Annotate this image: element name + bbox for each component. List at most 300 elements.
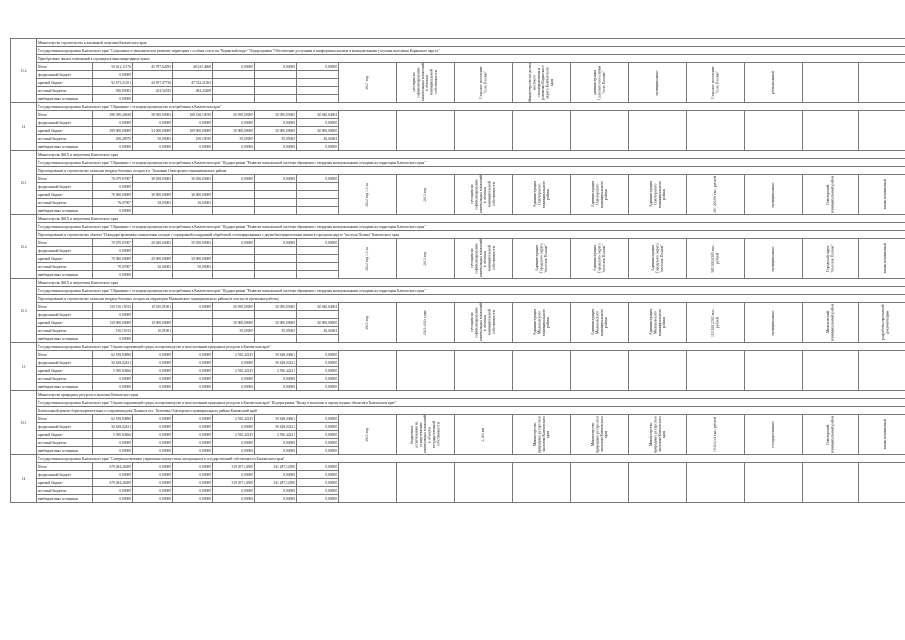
amount-cell: 296 390,20638: [93, 111, 133, 119]
amount-cell: 341 287,12500: [255, 463, 297, 471]
attribute-cell: [513, 463, 571, 503]
attribute-cell: [513, 63, 571, 103]
table-row: [11, 63, 905, 71]
attribute-cell: [745, 63, 803, 103]
amount-cell: 0,00000: [133, 423, 173, 431]
amount-cell: 0,00000: [297, 239, 339, 247]
table-row: [11, 239, 905, 247]
ministry-title: Министерство ЖКХ и энергетики Камчатского края: [37, 151, 905, 159]
amount-cell: 48 225,4668: [173, 63, 213, 71]
amount-cell: 0,00000: [297, 351, 339, 359]
funding-source-label: внебюджетные источники: [37, 271, 93, 279]
attribute-cell: [629, 463, 687, 503]
funding-source-label: внебюджетные источники: [37, 143, 93, 151]
amount-cell: 482,23408: [173, 87, 213, 95]
program-title: Государственная программа Камчатского края "Обращение с отходами производства и потребления в Камчатском крае" Подпрограмма "Развитие комплексной системы обращения с твердыми коммунальными отходами на территории Камчатского края": [37, 159, 905, 167]
amount-cell: 0,00000: [255, 495, 297, 503]
amount-cell: 76 079,07007: [93, 175, 133, 183]
amount-cell: 50,05005: [213, 135, 255, 143]
amount-cell: 0,00000: [133, 471, 173, 479]
amount-cell: [255, 95, 297, 103]
funding-source-label: федеральный бюджет: [37, 119, 93, 127]
amount-cell: [173, 327, 213, 335]
amount-cell: 0,00000: [133, 383, 173, 391]
amount-cell: [297, 255, 339, 263]
attribute-cell: [455, 175, 513, 215]
attribute-text: государственное: [771, 421, 776, 448]
amount-cell: [173, 247, 213, 255]
amount-cell: 0,00000: [255, 63, 297, 71]
amount-cell: 0,00000: [213, 439, 255, 447]
amount-cell: 0,00000: [297, 119, 339, 127]
attribute-cell: [339, 303, 397, 343]
attribute-text: Мильковский муниципальный район: [826, 304, 835, 341]
amount-cell: [297, 79, 339, 87]
amount-cell: 0,00000: [93, 375, 133, 383]
ministry-title-row: [11, 215, 905, 223]
funding-source-label: местный бюджеты: [37, 375, 93, 383]
amount-cell: [173, 271, 213, 279]
funding-source-label: краевой бюджет: [37, 127, 93, 135]
amount-cell: [213, 311, 255, 319]
attribute-cell: [455, 415, 513, 455]
attribute-cell: [687, 415, 745, 455]
amount-cell: [297, 95, 339, 103]
amount-cell: 150,15015: [93, 327, 133, 335]
amount-cell: 0,00000: [297, 375, 339, 383]
amount-cell: 36,03003: [173, 199, 213, 207]
attribute-text: 110 200,2202 тыс. рублей: [711, 308, 720, 337]
funding-source-label: местный бюджеты: [37, 487, 93, 495]
amount-cell: 50 000,00000: [213, 319, 255, 327]
section-number: 13: [11, 343, 37, 391]
amount-cell: 0,00000: [297, 495, 339, 503]
attribute-text: муниципальное: [655, 69, 660, 96]
amount-cell: 58 050,05005: [133, 111, 173, 119]
amount-cell: [255, 311, 297, 319]
attribute-text: Администрация Олюторского муниципального района: [532, 180, 550, 209]
amount-cell: [173, 71, 213, 79]
amount-cell: 0,00000: [173, 119, 213, 127]
amount-cell: 2 910,42235: [213, 351, 255, 359]
attribute-cell: [513, 303, 571, 343]
funding-source-label: внебюджетные источники: [37, 207, 93, 215]
funding-source-label: Итого: [37, 111, 93, 119]
amount-cell: 40 000,00000: [297, 127, 339, 135]
amount-cell: 10 010,01001: [133, 303, 173, 311]
amount-cell: 109 000,00000: [173, 127, 213, 135]
amount-cell: [297, 271, 339, 279]
funding-source-label: краевой бюджет: [37, 431, 93, 439]
amount-cell: 0,00000: [133, 367, 173, 375]
amount-cell: [255, 191, 297, 199]
attribute-cell: [339, 63, 397, 103]
section-number: 12.3: [11, 279, 37, 343]
attribute-cell: [397, 239, 455, 279]
attribute-cell: [339, 463, 397, 503]
amount-cell: [255, 71, 297, 79]
amount-cell: [213, 199, 255, 207]
attribute-text: Администрация Олюторского муниципального района: [648, 180, 666, 209]
amount-cell: 40,04004: [297, 327, 339, 335]
amount-cell: [213, 191, 255, 199]
attribute-text: Министерство природных ресурсов и экологии Камчатского края: [590, 416, 608, 453]
amount-cell: 679 484,26500: [93, 463, 133, 471]
measure-title: Капитальный ремонт берегоукрепительного сооружения реки Палана в пос. Тиличики Олюторского муниципального района Камчатский край: [37, 407, 905, 415]
amount-cell: 2 910,42235: [213, 367, 255, 375]
amount-cell: [297, 263, 339, 271]
measure-title: Проектирование и строительство полигона твердых бытовых отходов на территории Мильковского муниципального района (в том числе проектные работы): [37, 295, 905, 303]
funding-source-label: местный бюджеты: [37, 263, 93, 271]
program-title: Государственная программа Камчатского края "Охрана окружающей среды, воспроизводство и использование природных ресурсов в Камчатском крае" Подпрограмма "Вклад в экологию и охрану водных объектов в Камчатском крае": [37, 399, 905, 407]
attribute-cell: [455, 351, 513, 391]
amount-cell: 0,00000: [93, 495, 133, 503]
attribute-cell: [687, 111, 745, 151]
attribute-cell: [859, 63, 905, 103]
attribute-cell: [339, 415, 397, 455]
amount-cell: 0,00000: [297, 367, 339, 375]
funding-source-label: Итого: [37, 239, 93, 247]
amount-cell: [297, 199, 339, 207]
attribute-cell: [397, 463, 455, 503]
amount-cell: 0,00000: [255, 239, 297, 247]
amount-cell: 0,00000: [297, 175, 339, 183]
attribute-text: Министерство природных ресурсов и экологии Камчатского края: [532, 416, 550, 453]
amount-cell: 0,00000: [173, 367, 213, 375]
amount-cell: 0,00000: [173, 463, 213, 471]
table-row: [11, 415, 905, 423]
attribute-cell: [803, 351, 859, 391]
amount-cell: [133, 71, 173, 79]
amount-cell: [255, 271, 297, 279]
program-title: Государственная программа Камчатского края "Социальное и экономическое развитие территории с особым статусом "Корякский округ" Подпрограмма "Обеспечение доступным и комфортным жильем и коммунальными услугами населения Корякского округа": [37, 47, 905, 55]
amount-cell: [213, 71, 255, 79]
amount-cell: [213, 79, 255, 87]
amount-cell: 319 297,14500: [213, 463, 255, 471]
attribute-cell: [803, 303, 859, 343]
amount-cell: 0,00000: [133, 487, 173, 495]
attribute-cell: [397, 63, 455, 103]
measure-title-row: [11, 167, 905, 175]
amount-cell: 0,00000: [133, 359, 173, 367]
attribute-cell: [803, 463, 859, 503]
ministry-title: Министерство строительства и жилищной политики Камчатского края: [37, 39, 905, 47]
amount-cell: 50 000,00000: [255, 127, 297, 135]
amount-cell: 0,00000: [133, 375, 173, 383]
attribute-cell: [455, 303, 513, 343]
amount-cell: 62 558,84896: [93, 415, 133, 423]
attribute-cell: [571, 415, 629, 455]
amount-cell: 0,00000: [213, 447, 255, 455]
amount-cell: 0,00000: [297, 359, 339, 367]
amount-cell: 0,00000: [133, 447, 173, 455]
ministry-title-row: [11, 279, 905, 287]
amount-cell: 54 000,00000: [133, 127, 173, 135]
funding-source-label: федеральный бюджет: [37, 471, 93, 479]
program-title: Государственная программа Камчатского края "Охрана окружающей среды, воспроизводство и использование природных ресурсов в Камчатском крае": [37, 343, 905, 351]
attribute-text: Министерство природных ресурсов и экологии Камчатского края: [648, 416, 666, 453]
funding-source-label: внебюджетные источники: [37, 335, 93, 343]
funding-source-label: краевой бюджет: [37, 191, 93, 199]
amount-cell: [133, 271, 173, 279]
funding-source-label: внебюджетные источники: [37, 495, 93, 503]
amount-cell: 20,02002: [133, 263, 173, 271]
attribute-text: 307 200,00 тыс. рублей: [713, 176, 718, 213]
amount-cell: 0,00000: [133, 479, 173, 487]
attribute-cell: [859, 175, 905, 215]
attribute-text: 76 823,54 тыс. рублей: [713, 416, 718, 453]
funding-source-label: Итого: [37, 63, 93, 71]
amount-cell: 0,00000: [255, 487, 297, 495]
program-title-row: [11, 399, 905, 407]
funding-source-label: краевой бюджет: [37, 367, 93, 375]
measure-title-row: [11, 407, 905, 415]
amount-cell: 59 648,44661: [255, 415, 297, 423]
amount-cell: 5 930,84466: [93, 431, 133, 439]
amount-cell: 56 628,02431: [93, 359, 133, 367]
table-row: [11, 303, 905, 311]
amount-cell: 0,00000: [255, 119, 297, 127]
amount-cell: 56 628,02431: [93, 423, 133, 431]
amount-cell: 59 648,44661: [255, 351, 297, 359]
attribute-cell: [687, 463, 745, 503]
attribute-cell: [397, 111, 455, 151]
attribute-text: муниципальное: [771, 181, 776, 208]
amount-cell: [213, 271, 255, 279]
funding-source-label: федеральный бюджет: [37, 359, 93, 367]
attribute-cell: [687, 239, 745, 279]
amount-cell: 40 040,04004: [297, 111, 339, 119]
ministry-title: Министерство природных ресурсов и экологии Камчатского края: [37, 391, 905, 399]
document-page: [10, 38, 890, 598]
measure-title: Приобретение жилых помещений в строящихся многоквартирных домах: [37, 55, 905, 63]
funding-source-label: Итого: [37, 463, 93, 471]
amount-cell: 100,10010: [173, 135, 213, 143]
attribute-cell: [629, 239, 687, 279]
measure-title: Проектирование и строительство полигона твердых бытовых отходов в п. Тиличики Олюторского муниципального района: [37, 167, 905, 175]
attribute-cell: [745, 239, 803, 279]
section-number: 12: [11, 103, 37, 151]
amount-cell: 0,00000: [173, 447, 213, 455]
attribute-cell: [397, 303, 455, 343]
section-number: 11.2: [11, 39, 37, 103]
attribute-text: субсидия на софинансирование капитальных вложений в объекты муниципальной собственности: [470, 239, 497, 278]
amount-cell: 0,00000: [173, 487, 213, 495]
measure-title-row: [11, 295, 905, 303]
amount-cell: [297, 335, 339, 343]
attribute-text: Администрация Городского округа "поселок Палана": [650, 243, 664, 274]
attribute-cell: [339, 239, 397, 279]
amount-cell: 10,01001: [133, 327, 173, 335]
section-number: 12.2: [11, 215, 37, 279]
attribute-text: Сельское поселение "село Пахачи": [711, 66, 720, 99]
funding-source-label: краевой бюджет: [37, 255, 93, 263]
amount-cell: 40 040,04004: [297, 303, 339, 311]
amount-cell: 62 558,84896: [93, 351, 133, 359]
attribute-cell: [629, 111, 687, 151]
amount-cell: [173, 335, 213, 343]
amount-cell: 0,00000: [93, 383, 133, 391]
amount-cell: 2 910,42235: [213, 415, 255, 423]
amount-cell: [297, 183, 339, 191]
amount-cell: 0,00000: [133, 439, 173, 447]
attribute-cell: [339, 351, 397, 391]
amount-cell: 0,00000: [297, 143, 339, 151]
attribute-cell: [339, 175, 397, 215]
attribute-text: разработка проектной документации: [881, 304, 890, 341]
attribute-cell: [745, 303, 803, 343]
amount-cell: 0,00000: [133, 415, 173, 423]
amount-cell: 341 287,12500: [255, 479, 297, 487]
attribute-cell: [859, 351, 905, 391]
amount-cell: 0,00000: [93, 311, 133, 319]
amount-cell: 2 930,42231: [255, 367, 297, 375]
funding-source-label: Итого: [37, 415, 93, 423]
amount-cell: [213, 255, 255, 263]
amount-cell: 2 910,42235: [213, 431, 255, 439]
amount-cell: 0,00000: [213, 423, 255, 431]
program-title-row: [11, 343, 905, 351]
amount-cell: 0,00000: [213, 359, 255, 367]
table-row: [11, 463, 905, 471]
amount-cell: 0,00000: [93, 439, 133, 447]
amount-cell: 0,00000: [93, 207, 133, 215]
program-title: Государственная программа Камчатского края "Совершенствование управления имуществом, находящимся в государственной собственности Камчатского края": [37, 455, 905, 463]
attribute-text: 2022 год 1,5 га: [365, 246, 370, 271]
attribute-cell: [745, 415, 803, 455]
funding-source-label: краевой бюджет: [37, 79, 93, 87]
section-number: 14: [11, 455, 37, 503]
table-row: [11, 111, 905, 119]
amount-cell: 0,00000: [93, 183, 133, 191]
amount-cell: 0,00000: [213, 375, 255, 383]
amount-cell: 47 742,21365: [173, 79, 213, 87]
amount-cell: 0,00000: [297, 439, 339, 447]
amount-cell: 0,00000: [297, 63, 339, 71]
attribute-cell: [513, 415, 571, 455]
program-title-row: [11, 455, 905, 463]
attribute-cell: [859, 303, 905, 343]
attribute-cell: [455, 239, 513, 279]
attribute-cell: [629, 303, 687, 343]
amount-cell: [297, 71, 339, 79]
section-number: 13.1: [11, 391, 37, 455]
amount-cell: 50 000,00000: [255, 319, 297, 327]
amount-cell: 0,00000: [213, 383, 255, 391]
attribute-text: 2023 год: [423, 251, 428, 266]
funding-source-label: федеральный бюджет: [37, 247, 93, 255]
amount-cell: 0,00000: [173, 375, 213, 383]
attribute-cell: [455, 111, 513, 151]
attribute-cell: [571, 63, 629, 103]
amount-cell: [255, 247, 297, 255]
attribute-cell: [687, 63, 745, 103]
budget-table: [10, 38, 905, 503]
attribute-cell: [745, 111, 803, 151]
amount-cell: 0,00000: [93, 487, 133, 495]
amount-cell: 20 020,02002: [133, 239, 173, 247]
amount-cell: 150 150,15015: [93, 303, 133, 311]
amount-cell: 0,00000: [297, 463, 339, 471]
amount-cell: 56 628,02431: [255, 423, 297, 431]
program-title-row: [11, 103, 905, 111]
attribute-cell: [803, 415, 859, 455]
amount-cell: 0,00000: [133, 119, 173, 127]
amount-cell: 76,07007: [93, 199, 133, 207]
amount-cell: 36 036,03003: [173, 175, 213, 183]
amount-cell: 2 930,42231: [255, 431, 297, 439]
attribute-text: Олюторский муниципальный район: [826, 176, 835, 213]
attribute-cell: [859, 111, 905, 151]
amount-cell: 936,85002: [93, 87, 133, 95]
amount-cell: [213, 95, 255, 103]
attribute-text: Администрация Мильковского муниципального района: [590, 308, 608, 337]
program-title-row: [11, 287, 905, 295]
amount-cell: 0,00000: [297, 471, 339, 479]
amount-cell: [255, 79, 297, 87]
attribute-text: Администрация Городского округа "поселок Палана": [592, 243, 606, 274]
attribute-text: бюджетные ассигнования на осуществление капитальных вложений в объекты государственной собственности: [410, 415, 441, 454]
amount-cell: 319 297,14500: [213, 479, 255, 487]
amount-cell: [133, 95, 173, 103]
ministry-title-row: [11, 391, 905, 399]
attribute-cell: [571, 303, 629, 343]
program-title: Государственная программа Камчатского края "Обращение с отходами производства и потребления в Камчатском крае" Подпрограмма "Развитие комплексной системы обращения с твердыми коммунальными отходами на территории Камчатского края": [37, 287, 905, 295]
amount-cell: 0,00000: [173, 479, 213, 487]
attribute-cell: [397, 351, 455, 391]
attribute-cell: [513, 239, 571, 279]
amount-cell: 0,00000: [93, 471, 133, 479]
amount-cell: 0,00000: [93, 447, 133, 455]
amount-cell: 56 628,02431: [255, 359, 297, 367]
amount-cell: 290 000,00000: [93, 127, 133, 135]
attribute-cell: [513, 111, 571, 151]
amount-cell: [173, 319, 213, 327]
attribute-text: региональный: [771, 70, 776, 95]
attribute-text: 2027 год: [365, 75, 370, 90]
amount-cell: [297, 311, 339, 319]
attribute-cell: [571, 239, 629, 279]
attribute-text: администрация Сельского поселения "село Пахачи": [592, 65, 606, 100]
amount-cell: 0,00000: [213, 487, 255, 495]
amount-cell: 50 050,05005: [255, 111, 297, 119]
amount-cell: 50 050,05005: [255, 303, 297, 311]
table-row: [11, 175, 905, 183]
amount-cell: 40,04004: [297, 135, 339, 143]
amount-cell: 0,00000: [297, 415, 339, 423]
attribute-cell: [629, 175, 687, 215]
amount-cell: 50 050,05005: [173, 239, 213, 247]
attribute-text: 305 200,0305 тыс. рублей: [711, 244, 720, 273]
funding-source-label: местный бюджеты: [37, 439, 93, 447]
amount-cell: 0,00000: [173, 431, 213, 439]
attribute-cell: [513, 175, 571, 215]
amount-cell: 0,00000: [213, 143, 255, 151]
funding-source-label: федеральный бюджет: [37, 311, 93, 319]
table-row: [11, 351, 905, 359]
attribute-text: 2,165 км: [481, 427, 486, 442]
amount-cell: 44 957,07736: [133, 79, 173, 87]
amount-cell: [173, 183, 213, 191]
funding-source-label: федеральный бюджет: [37, 183, 93, 191]
funding-source-label: местный бюджеты: [37, 135, 93, 143]
attribute-cell: [745, 175, 803, 215]
amount-cell: 92 675,21101: [93, 79, 133, 87]
amount-cell: 38,03003: [133, 199, 173, 207]
amount-cell: [255, 87, 297, 95]
attribute-text: субсидия на софинансирование капитальных вложений в объекты муниципальной собственности: [470, 175, 497, 214]
attribute-text: субсидия на софинансирование капитальных вложений в объекты муниципальной собственности: [412, 63, 439, 102]
